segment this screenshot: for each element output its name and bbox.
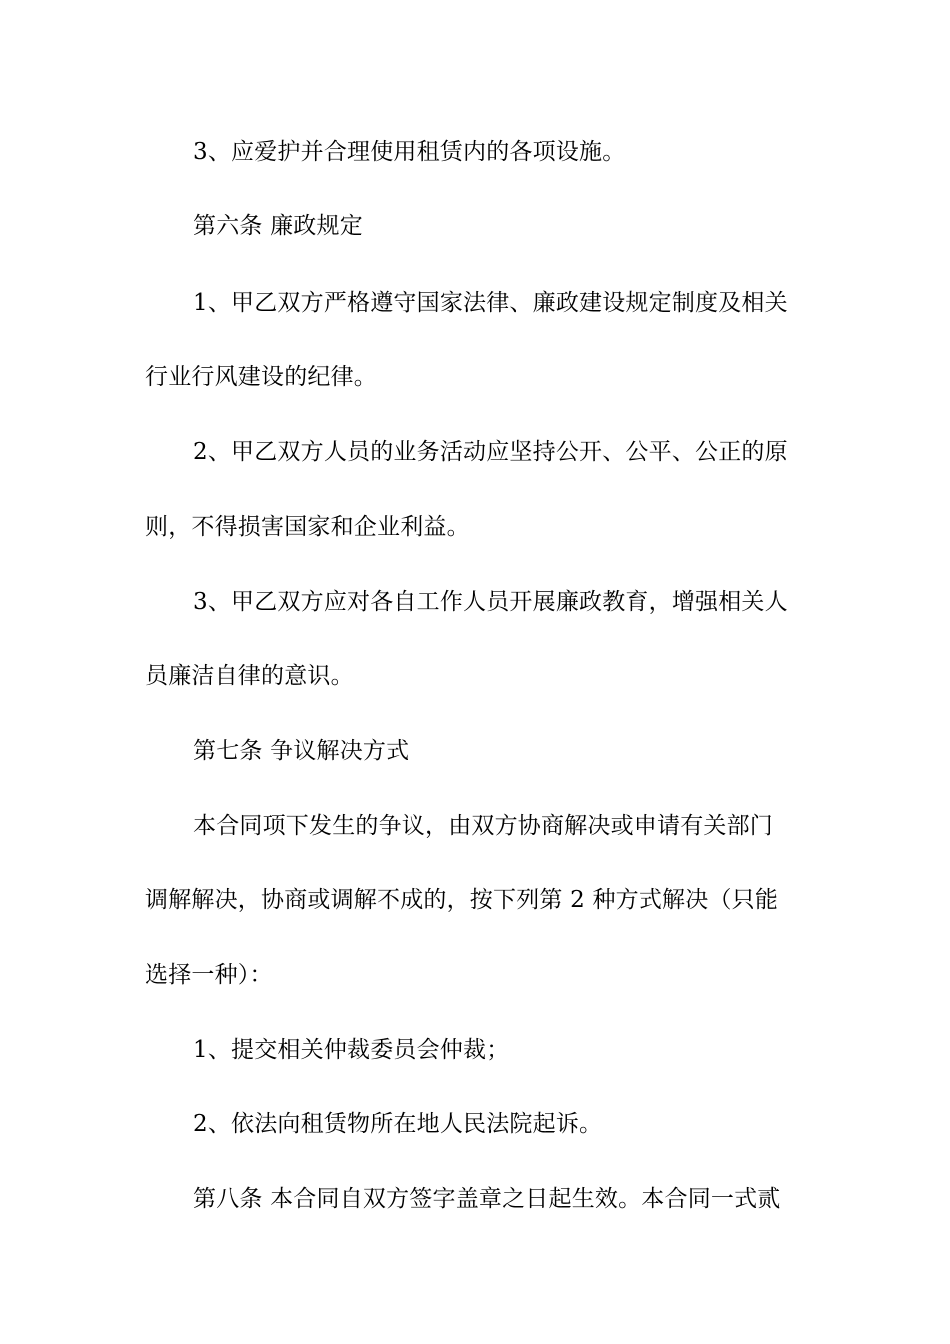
article-6-item-1-line-1: 1、甲乙双方严格遵守国家法律、廉政建设规定制度及相关 [193, 290, 788, 316]
article-7-option-2: 2、依法向租赁物所在地人民法院起诉。 [193, 1111, 603, 1137]
clause-5-item-3: 3、应爱护并合理使用租赁内的各项设施。 [193, 139, 626, 165]
article-7-option-1: 1、提交相关仲裁委员会仲裁； [193, 1037, 510, 1063]
article-6-item-3-line-2: 员廉洁自律的意识。 [145, 663, 354, 689]
article-6-item-1-line-2: 行业行风建设的纪律。 [145, 364, 377, 390]
article-7-heading: 第七条 争议解决方式 [193, 738, 410, 764]
article-7-paragraph-line-3: 选择一种）： [145, 962, 273, 988]
article-7-paragraph-line-2: 调解解决，协商或调解不成的，按下列第 2 种方式解决（只能 [145, 887, 779, 913]
article-6-heading: 第六条 廉政规定 [193, 213, 363, 239]
article-6-item-3-line-1: 3、甲乙双方应对各自工作人员开展廉政教育，增强相关人 [193, 589, 788, 615]
article-6-item-2-line-1: 2、甲乙双方人员的业务活动应坚持公开、公平、公正的原 [193, 439, 788, 465]
article-8-line-1: 第八条 本合同自双方签字盖章之日起生效。本合同一式贰 [193, 1186, 781, 1212]
article-7-paragraph-line-1: 本合同项下发生的争议，由双方协商解决或申请有关部门 [193, 813, 773, 839]
article-6-item-2-line-2: 则，不得损害国家和企业利益。 [145, 514, 470, 540]
